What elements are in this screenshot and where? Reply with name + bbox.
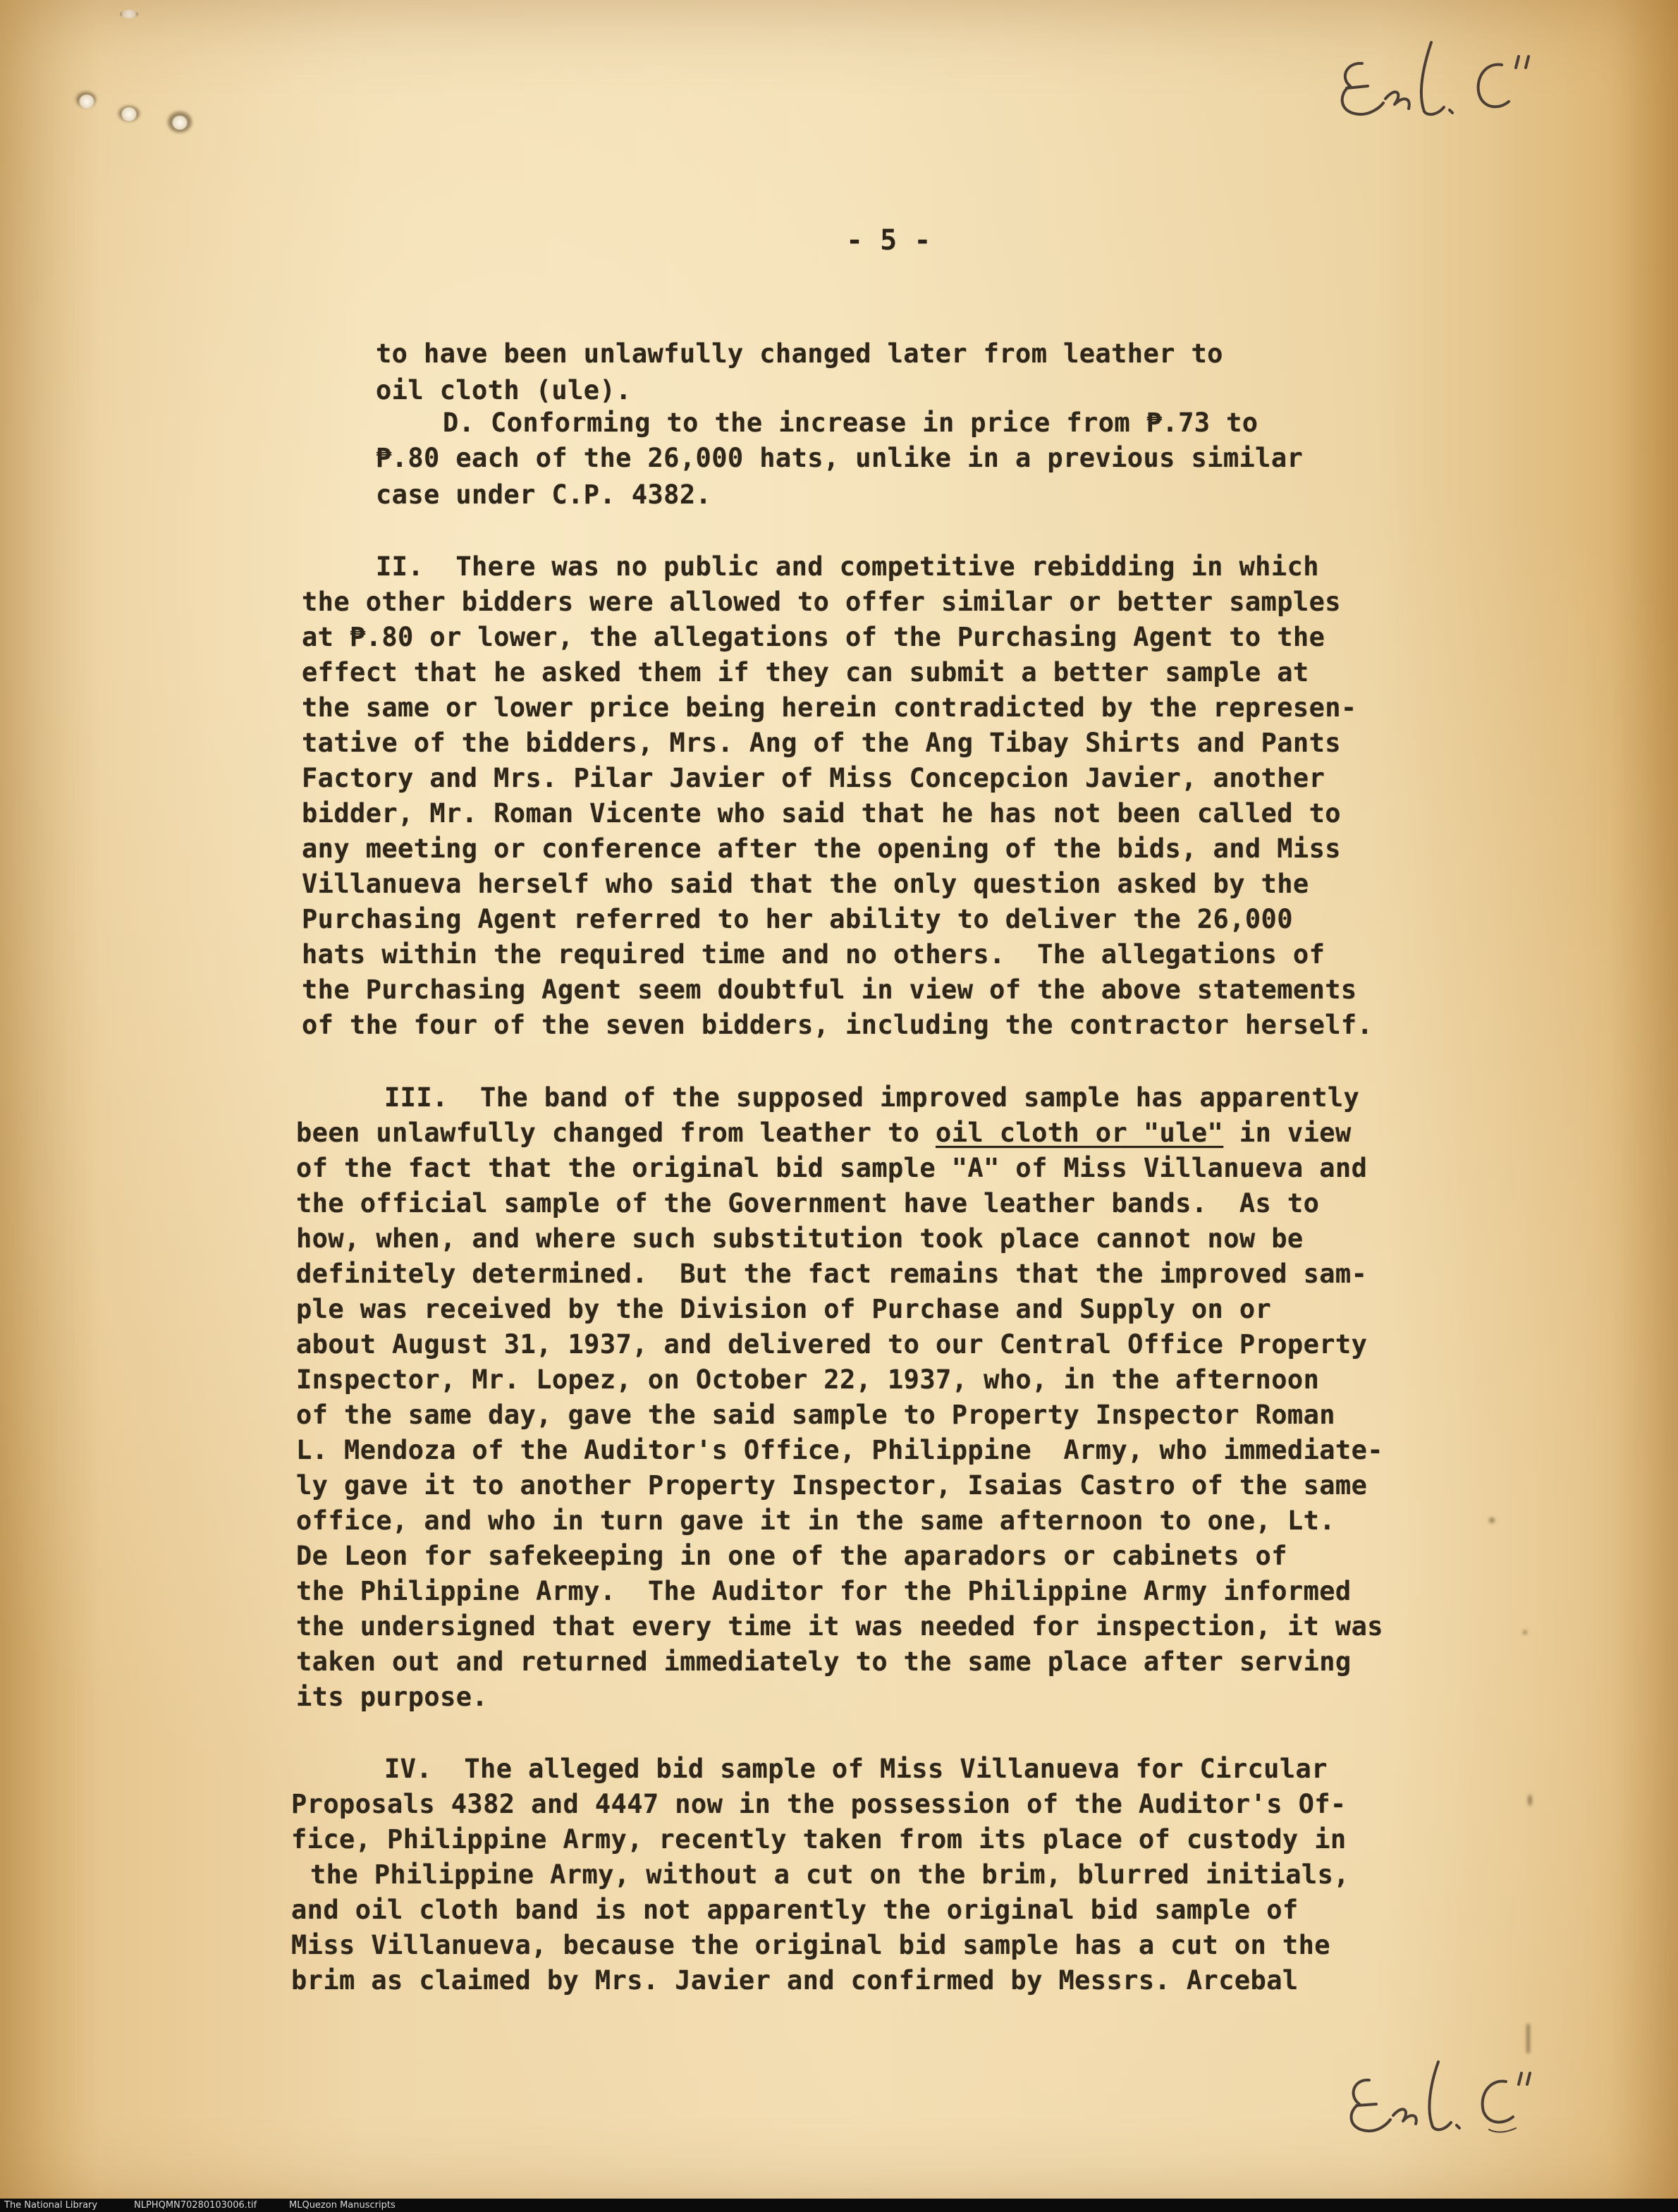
footer-collection: MLQuezon Manuscripts [289,2200,396,2211]
footer-library: The National Library [4,2200,98,2211]
text-line: about August 31, 1937, and delivered to our Central Office Property [296,1329,1368,1359]
text-line: IV. The alleged bid sample of Miss Villanueva for Circular [384,1754,1328,1784]
margin-mark [1523,1630,1527,1634]
margin-mark [1489,1517,1495,1523]
text-line: Inspector, Mr. Lopez, on October 22, 1937, who, in the afternoon [296,1364,1320,1395]
text-line: case under C.P. 4382. [376,479,712,510]
text-line: the same or lower price being herein contradicted by the represen- [302,692,1357,723]
text-line: at ₱.80 or lower, the allegations of the Purchasing Agent to the [302,622,1325,652]
text-line: bidder, Mr. Roman Vicente who said that he has not been called to [302,798,1341,829]
text-line: II. There was no public and competitive rebidding in which [376,551,1319,582]
text-line: how, when, and where such substitution took place cannot now be [296,1223,1304,1254]
text-line: fice, Philippine Army, recently taken from its place of custody in [291,1824,1347,1854]
text-line: the Philippine Army. The Auditor for the Philippine Army informed [296,1576,1352,1606]
text-line: its purpose. [296,1682,489,1712]
text-line: effect that he asked them if they can submit a better sample at [302,657,1309,688]
text-line: tative of the bidders, Mrs. Ang of the Ang Tibay Shirts and Pants [302,728,1341,758]
text-line: D. Conforming to the increase in price from ₱.73 to [443,408,1258,438]
text-line: definitely determined. But the fact remains that the improved sam- [296,1259,1368,1289]
text-line: of the same day, gave the said sample to Property Inspector Roman [296,1400,1335,1430]
text-line: Villanueva herself who said that the only question asked by the [302,869,1309,899]
text-line: Miss Villanueva, because the original bid sample has a cut on the [291,1930,1330,1960]
text-line: the undersigned that every time it was needed for inspection, it was [296,1611,1383,1642]
punch-hole [79,94,94,109]
archive-footer [0,2199,1678,2212]
text-line: and oil cloth band is not apparently the original bid sample of [291,1895,1299,1925]
text-segment: been unlawfully changed from leather to [296,1118,936,1148]
text-line: III. The band of the supposed improved sample has apparently [384,1082,1360,1113]
punch-hole [121,107,137,121]
text-line: L. Mendoza of the Auditor's Office, Philippine Army, who immediate- [296,1435,1383,1465]
text-line: the Purchasing Agent seem doubtful in view of the above statements [302,974,1357,1005]
handwritten-initials-bottom [1333,2045,1544,2151]
page-number: - 5 - [846,224,931,257]
punch-hole [120,10,138,18]
text-line: the Philippine Army, without a cut on the brim, blurred initials, [310,1859,1349,1890]
margin-mark [1528,1795,1532,1806]
underlined-phrase: oil cloth or "ule" [936,1118,1224,1148]
punch-hole [172,116,188,130]
footer-file: NLPHQMN70280103006.tif [134,2200,257,2211]
text-line: office, and who in turn gave it in the same afternoon to one, Lt. [296,1505,1335,1536]
text-line: hats within the required time and no others. The allegations of [302,939,1325,970]
text-line: ₱.80 each of the 26,000 hats, unlike in a previous similar [376,443,1304,473]
text-line: to have been unlawfully changed later from leather to [376,338,1223,369]
text-line: Factory and Mrs. Pilar Javier of Miss Concepcion Javier, another [302,763,1325,793]
text-line: any meeting or conference after the opening of the bids, and Miss [302,833,1341,864]
text-line: De Leon for safekeeping in one of the aparadors or cabinets of [296,1541,1287,1571]
text-line: brim as claimed by Mrs. Javier and confirmed by Messrs. Arcebal [291,1965,1299,1996]
text-line: oil cloth (ule). [376,375,632,405]
text-line: of the fact that the original bid sample "A" of Miss Villanueva and [296,1153,1368,1183]
text-line: Purchasing Agent referred to her ability to deliver the 26,000 [302,904,1293,934]
text-line: Proposals 4382 and 4447 now in the possession of the Auditor's Of- [291,1789,1347,1819]
text-line [296,1118,1352,1148]
text-line: the other bidders were allowed to offer similar or better samples [302,587,1341,617]
handwritten-initials-top [1318,21,1551,127]
text-line: the official sample of the Government have leather bands. As to [296,1188,1320,1218]
text-segment: in view [1223,1118,1352,1148]
text-line: of the four of the seven bidders, including the contractor herself. [302,1010,1373,1040]
text-line: ple was received by the Division of Purchase and Supply on or [296,1294,1272,1324]
text-line: ly gave it to another Property Inspector, Isaias Castro of the same [296,1470,1368,1501]
text-line: taken out and returned immediately to the same place after serving [296,1646,1352,1677]
